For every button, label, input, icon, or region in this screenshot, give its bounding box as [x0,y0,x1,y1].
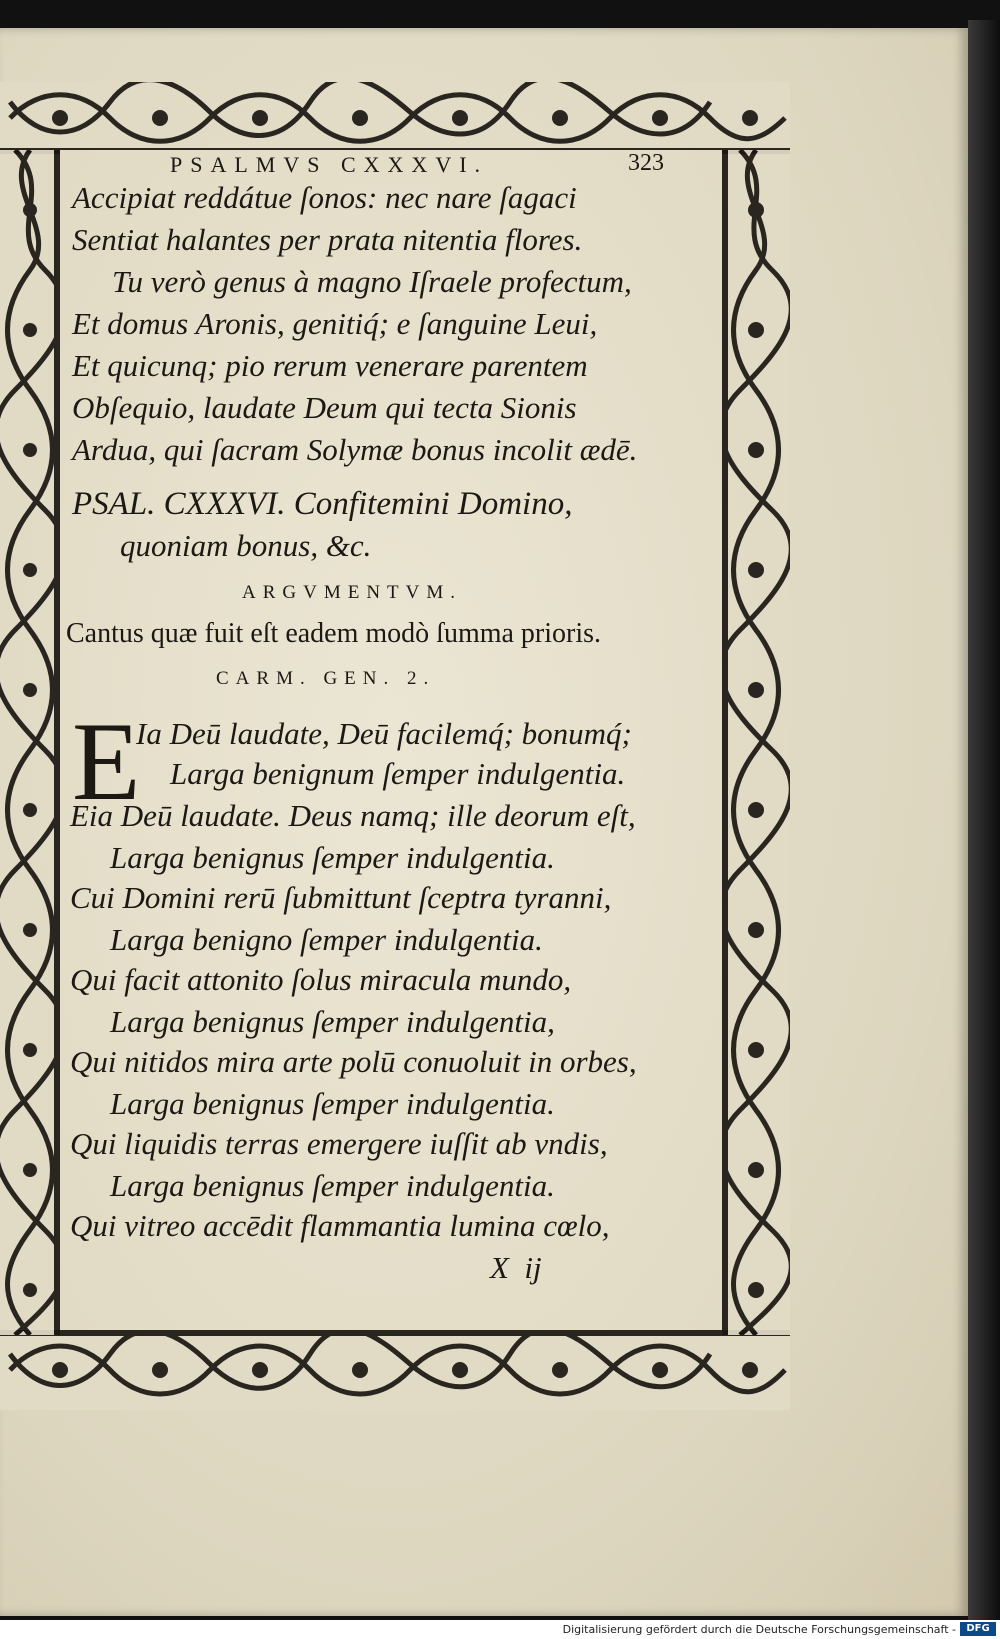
ornamental-border-bottom [0,1330,790,1410]
verse-refrain: Larga benigno ſemper indulgentia. [110,922,543,957]
footer-text: Digitalisierung gefördert durch die Deutsche Forschungsgemeinschaft - [562,1623,956,1636]
psalm-heading-cont: quoniam bonus, &c. [120,528,372,563]
dfg-logo: DFG [960,1622,996,1636]
verse-refrain: Larga benignus ſemper indulgentia. [110,840,555,875]
signature-mark: X ij [490,1250,542,1285]
psalm-heading: PSAL. CXXXVI. Confitemini Domino, [72,486,573,522]
verse-line: Qui liquidis terras emergere iuſſit ab vndis, [70,1126,608,1161]
verse-line: Eia Deū laudate. Deus namq; ille deorum eſt, [70,798,636,833]
text-line: Tu verò genus à magno Iſraele profectum, [112,264,632,299]
text-line: Sentiat halantes per prata nitentia flores. [72,222,583,257]
ornamental-border-top [0,82,790,154]
page-edge [968,20,1000,1620]
ornamental-border-right [722,150,790,1335]
text-line: Et domus Aronis, genitiq́; e ſanguine Leui, [72,306,598,341]
carmen-label: CARM. GEN. 2. [216,668,436,689]
verse-line: Qui facit attonito ſolus miracula mundo, [70,962,572,997]
verse-line: Ia Deū laudate, Deū facilemq́; bonumq́; [136,716,632,751]
text-line: Ardua, qui ſacram Solymæ bonus incolit ædē. [72,432,638,467]
page-number: 323 [628,150,664,176]
text-line: Obſequio, laudate Deum qui tecta Sionis [72,390,577,425]
verse-line: Cui Domini rerū ſubmittunt ſceptra tyranni, [70,880,612,915]
verse-line: Qui vitreo accēdit flammantia lumina cœlo, [70,1208,610,1243]
verse-refrain: Larga benignum ſemper indulgentia. [170,756,626,791]
ornamental-border-left [0,150,60,1335]
verse-refrain: Larga benignus ſemper indulgentia, [110,1004,555,1039]
text-line: Accipiat reddátue ſonos: nec nare ſagaci [72,180,577,215]
verse-refrain: Larga benignus ſemper indulgentia. [110,1168,555,1203]
argumentum-label: ARGVMENTVM. [242,582,463,603]
drop-cap: E [72,700,141,824]
running-title: PSALMVS CXXXVI. [170,152,489,177]
verse-line: Qui nitidos mira arte polū conuoluit in orbes, [70,1044,637,1079]
text-line: Et quicunq; pio rerum venerare parentem [72,348,588,383]
argumentum-text: Cantus quæ fuit eſt eadem modò ſumma prioris. [66,618,602,649]
digitization-footer [0,1620,1000,1639]
verse-refrain: Larga benignus ſemper indulgentia. [110,1086,555,1121]
